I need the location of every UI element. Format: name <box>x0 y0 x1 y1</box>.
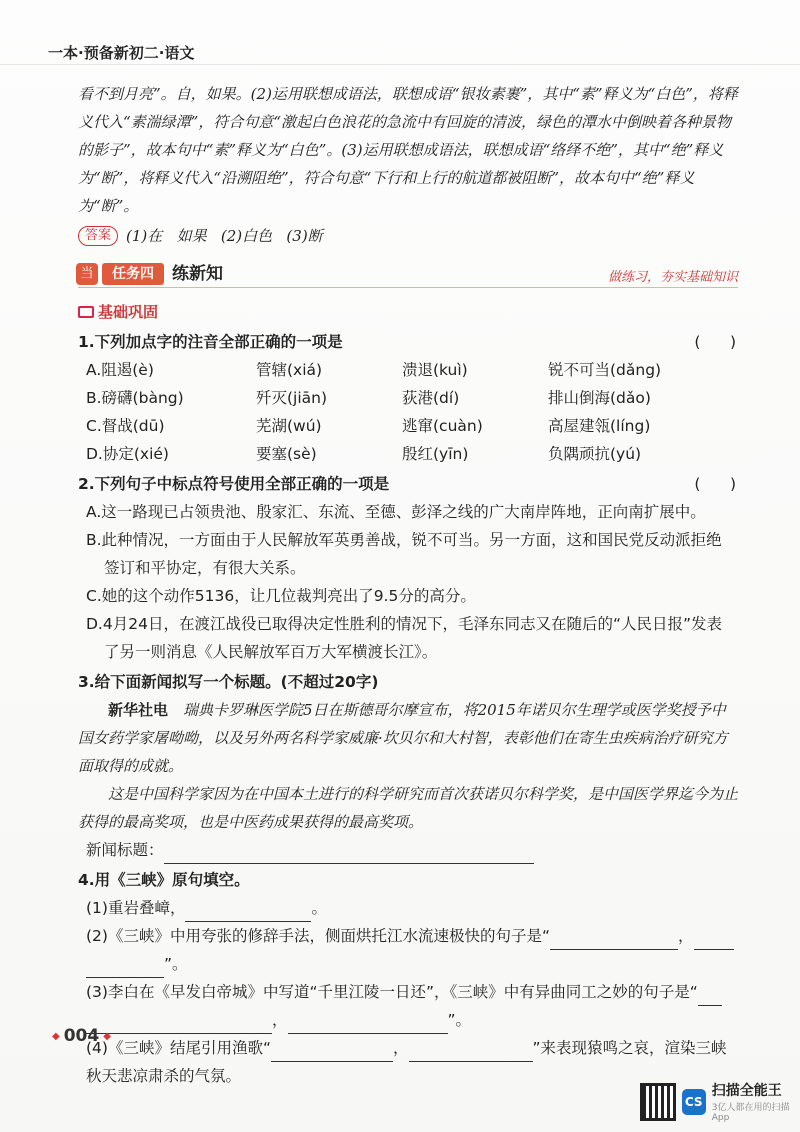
q4-1-suffix: 。 <box>311 899 327 917</box>
question-1-stem <box>78 328 738 356</box>
q4-1-blank[interactable] <box>185 904 311 922</box>
section-header <box>78 298 738 326</box>
question-2-option-b-cont: 签订和平协定，有很大关系。 <box>104 559 306 577</box>
header-divider <box>0 64 800 65</box>
section-marker-icon <box>78 306 94 318</box>
q4-1-prefix: (1)重岩叠嶂， <box>86 899 186 917</box>
option-d-1: D.协定(xié) <box>86 445 169 463</box>
diamond-icon: ◆ <box>52 1030 60 1042</box>
question-3-stem <box>78 668 738 696</box>
news-lead: 新华社电 <box>108 701 169 719</box>
scanner-brand-block <box>712 1080 800 1123</box>
q4-2-comma: ， <box>678 927 694 945</box>
option-a-2: 管辖(xiá) <box>256 361 323 379</box>
question-2-option-c: C.她的这个动作5136，让几位裁判亮出了9.5分的高分。 <box>86 587 476 605</box>
news-body-1: 瑞典卡罗琳医学院5日在斯德哥尔摩宣布，将2015年诺贝尔生理学或医学奖授予中国女药学家屠呦呦，以及另外两名科学家威廉·坎贝尔和大村智，表彰他们在寄生虫疾病治疗研究方面取得的成就。 <box>78 701 728 775</box>
answer-bracket[interactable]: ( ) <box>694 475 736 493</box>
book-icon: 当 <box>76 263 98 285</box>
option-c-4: 高屋建瓴(líng) <box>548 417 651 435</box>
question-4-item-2 <box>78 922 738 978</box>
q4-3-blank-b[interactable] <box>86 1016 272 1034</box>
option-c-2: 芜湖(wú) <box>256 417 322 435</box>
page-number <box>52 1026 111 1046</box>
q4-2-prefix: (2)《三峡》中用夸张的修辞手法，侧面烘托江水流速极快的句子是“ <box>86 927 550 945</box>
q4-3-suffix: ”。 <box>447 1011 472 1029</box>
question-4-text: 4.用《三峡》原句填空。 <box>78 871 250 889</box>
question-2-option-a: A.这一路现已占领贵池、殷家汇、东流、至德、彭泽之线的广大南岸阵地，正向南扩展中。 <box>86 503 706 521</box>
news-title-blank[interactable] <box>164 846 534 864</box>
question-2-stem <box>78 470 738 498</box>
explanation-text: 看不到月亮”。自，如果。(2)运用联想成语法，联想成语“银妆素裹”，其中“素”释义为“白色”，将释义代入“素湍绿潭”，符合句意“激起白色浪花的急流中有回旋的清波，绿色的潭水中倒映着各种景物的影子”，故本句中“素”释义为“白色”。(3)运用联想成语法，联想成语“络绎不绝”，其中“绝”释义为“断”，将释义代入“沿溯阻绝”，符合句意“下行和上行的航道都被阻断”，故本句中“绝”释义为“断”。 <box>78 85 738 215</box>
option-d-3: 殷红(yīn) <box>402 445 469 463</box>
camscanner-logo-icon: CS <box>682 1089 706 1115</box>
answer-text: (1)在 如果 (2)白色 (3)断 <box>126 227 323 245</box>
news-paragraph-2: 这是中国科学家因为在中国本土进行的科学研究而首次获诺贝尔科学奖，是中国医学界迄今为止获得的最高奖项，也是中医药成果获得的最高奖项。 <box>78 785 739 831</box>
q4-4-suffix: 秋天悲凉肃杀的气氛。 <box>86 1067 242 1085</box>
question-1-options <box>78 356 738 468</box>
q4-4-blank-b[interactable] <box>409 1044 533 1062</box>
question-4-stem <box>78 866 738 894</box>
question-4-item-4 <box>78 1034 738 1090</box>
answer-badge: 答案 <box>78 226 118 246</box>
question-2-option-d: D.4月24日，在渡江战役已取得决定性胜利的情况下，毛泽东同志又在随后的“人民日报”发表 <box>86 615 723 633</box>
q4-2-blank-b[interactable] <box>694 932 734 950</box>
option-b-2: 歼灭(jiān) <box>256 389 328 407</box>
q4-4-middle: ”来表现猿鸣之哀，渲染三峡 <box>532 1039 727 1057</box>
q4-3-comma: ， <box>272 1011 288 1029</box>
task-slogan: 做练习，夯实基础知识 <box>607 270 738 285</box>
q4-4-comma: ， <box>393 1039 409 1057</box>
header-title: 一本·预备新初二·语文 <box>48 44 195 62</box>
option-d-2: 要塞(sè) <box>256 445 317 463</box>
news-paragraph-1 <box>78 696 738 780</box>
q4-2-blank-c[interactable] <box>86 960 164 978</box>
answer-bracket[interactable]: ( ) <box>694 333 736 351</box>
option-b-3: 荻港(dí) <box>402 389 460 407</box>
q4-3-blank-a[interactable] <box>698 988 722 1006</box>
q4-2-suffix: ”。 <box>164 955 188 973</box>
option-a-1: A.阻遏(è) <box>86 361 154 379</box>
option-c-1: C.督战(dū) <box>86 417 165 435</box>
option-c-3: 逃窜(cuàn) <box>402 417 483 435</box>
option-b-1: B.磅礴(bàng) <box>86 389 184 407</box>
scanner-watermark <box>640 1080 800 1123</box>
q4-4-prefix: (4)《三峡》结尾引用渔歌“ <box>86 1039 271 1057</box>
q4-3-blank-c[interactable] <box>288 1016 448 1034</box>
question-4-item-1 <box>78 894 738 922</box>
task-title: 练新知 <box>172 263 223 284</box>
option-a-4: 锐不可当(dǎng) <box>548 361 662 379</box>
option-d-4: 负隅顽抗(yú) <box>548 445 642 463</box>
option-b-4: 排山倒海(dǎo) <box>548 389 651 407</box>
option-a-3: 溃退(kuì) <box>402 361 468 379</box>
q4-3-prefix: (3)李白在《早发白帝城》中写道“千里江陵一日还”，《三峡》中有异曲同工之妙的句子是“ <box>86 983 698 1001</box>
question-2-text: 2.下列句子中标点符号使用全部正确的一项是 <box>78 475 390 493</box>
question-2-option-b: B.此种情况，一方面由于人民解放军英勇善战，锐不可当。另一方面，这和国民党反动派拒绝 <box>86 531 722 549</box>
diamond-icon: ◆ <box>103 1030 111 1042</box>
answer-row <box>78 222 738 250</box>
task-badge: 任务四 <box>102 263 164 285</box>
question-4-item-3 <box>78 978 738 1034</box>
page-content <box>78 80 738 1090</box>
task-header <box>78 260 738 288</box>
question-2-option-d-cont: 了另一则消息《人民解放军百万大军横渡长江》。 <box>104 643 438 661</box>
qr-code-icon <box>640 1083 676 1121</box>
scanner-brand: 扫描全能王 <box>711 1083 782 1099</box>
page-header <box>0 0 800 70</box>
section-title: 基础巩固 <box>98 303 159 321</box>
q4-4-blank-a[interactable] <box>271 1044 393 1062</box>
question-3-text: 3.给下面新闻拟写一个标题。(不超过20字) <box>78 673 379 691</box>
page-number-text: 004 <box>63 1026 100 1046</box>
question-1-text: 1.下列加点字的注音全部正确的一项是 <box>78 333 343 351</box>
news-title-line <box>78 836 738 864</box>
news-title-label: 新闻标题： <box>86 841 164 859</box>
scanner-tagline: 3亿人都在用的扫描App <box>711 1103 790 1123</box>
q4-2-blank-a[interactable] <box>550 932 678 950</box>
